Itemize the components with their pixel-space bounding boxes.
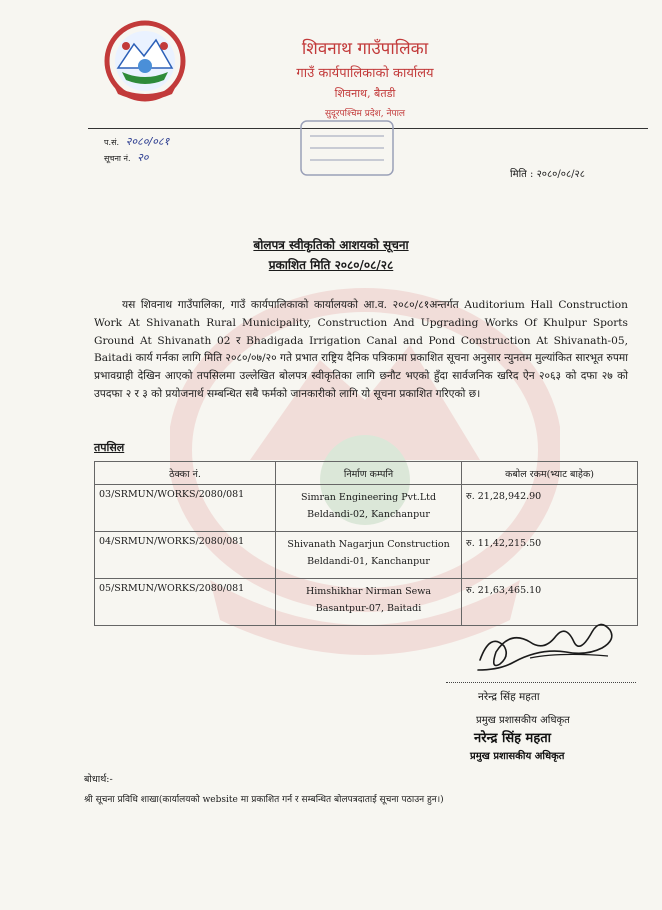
- province-name: सुदूरपश्चिम प्रदेश, नेपाल: [324, 109, 406, 119]
- signatory-title: प्रमुख प्रशासकीय अधिकृत: [476, 715, 570, 726]
- contract-number: 04/SRMUN/WORKS/2080/081: [95, 532, 276, 579]
- bid-amount: रु. 21,28,942.90: [462, 485, 638, 532]
- company-cell: [276, 532, 462, 579]
- company-address: Beldandi-02, Kanchanpur: [307, 509, 430, 520]
- cc-line: श्री सूचना प्रविधि शाखा(कार्यालयको website मा प्रकाशित गर्न र सम्बन्धित बोलपत्रदाताई सूचना पठाउन हुन।): [84, 795, 444, 805]
- publication-date-text: प्रकाशित मिति २०८०/०८/२८: [268, 258, 394, 272]
- notice-title-text: बोलपत्र स्वीकृतिको आशयको सूचना: [253, 238, 409, 252]
- notice-date: मिति : २०८०/०८/२८: [510, 169, 585, 180]
- bid-amount: रु. 11,42,215.50: [462, 532, 638, 579]
- company-address: Beldandi-01, Kanchanpur: [307, 556, 430, 567]
- table-row: [95, 532, 638, 579]
- office-address: शिवनाथ, बैतडी: [334, 87, 396, 100]
- company-name: Shivanath Nagarjun Construction: [287, 539, 450, 550]
- publication-date-title: [0, 256, 662, 273]
- notice-body: यस शिवनाथ गाउँपालिका, गाउँ कार्यपालिकाको कार्यालयको आ.व. २०८०/८१अन्तर्गत Auditorium Hall Construction Work At Shivanath Rural Municipality, Construction And Upgrading Works Of Khulpur Sports Ground At Shivanath 02 र Bhadigada Irrigation Canal and Pond Construction At Shivanath-05, Baitadi कार्य गर्नका लागि मिति २०८०/०७/२० गते प्रभात राष्ट्रिय दैनिक पत्रिकामा प्रकाशित सूचना अनुसार न्युनतम मुल्यांकित सारभूत रुपमा प्रभावग्राही देखिन आएको तपसिलमा उल्लेखित बोलपत्र स्वीकृतिका लागि छनौट भएको हुँदा सार्वजनिक खरिद ऐन २०६३ को दफा २७ को उपदफा २ र ३ को प्रयोजनार्थ सम्बन्धित सबै फर्मको जानकारीको लागि यो सूचना प्रकाशित गरिएको छ।: [94, 299, 628, 400]
- stamp-signatory-name: नरेन्द्र सिंह महता: [474, 731, 552, 746]
- table-header-row: [95, 462, 638, 485]
- municipality-name: शिवनाथ गाउँपालिका: [301, 39, 429, 59]
- bid-amount: रु. 21,63,465.10: [462, 579, 638, 626]
- reference-number: [104, 134, 169, 149]
- handwritten-signature: [470, 612, 620, 678]
- header-contract-no: ठेक्का नं.: [95, 462, 276, 485]
- notice-title: [0, 236, 662, 253]
- office-name: गाउँ कार्यपालिकाको कार्यालय: [296, 66, 434, 81]
- stamp-signatory-title: प्रमुख प्रशासकीय अधिकृत: [470, 751, 565, 762]
- contract-number: 03/SRMUN/WORKS/2080/081: [95, 485, 276, 532]
- signatory-name: नरेन्द्र सिंह महता: [478, 691, 540, 703]
- header-company: निर्माण कम्पनि: [276, 462, 462, 485]
- company-cell: [276, 485, 462, 532]
- notice-number-label: सूचना नं.: [104, 154, 131, 163]
- table-row: [95, 485, 638, 532]
- company-cell: [276, 579, 462, 626]
- signature-line: [446, 682, 636, 683]
- header-amount: कबोल रकम(भ्याट बाहेक): [462, 462, 638, 485]
- notice-number-value: २०: [137, 151, 149, 164]
- cc-label: बोधार्थ:-: [84, 774, 113, 785]
- notice-number: [104, 150, 149, 165]
- reference-value: २०८०/०८१: [125, 135, 170, 148]
- office-stamp: [298, 118, 396, 178]
- company-address: Basantpur-07, Baitadi: [315, 603, 422, 614]
- contract-number: 05/SRMUN/WORKS/2080/081: [95, 579, 276, 626]
- contract-table: [94, 461, 638, 626]
- reference-label: प.सं.: [104, 138, 120, 147]
- company-name: Simran Engineering Pvt.Ltd: [301, 492, 437, 503]
- company-name: Himshikhar Nirman Sewa: [305, 586, 432, 597]
- details-heading: तपसिल: [94, 441, 125, 454]
- nepal-emblem: [104, 20, 186, 102]
